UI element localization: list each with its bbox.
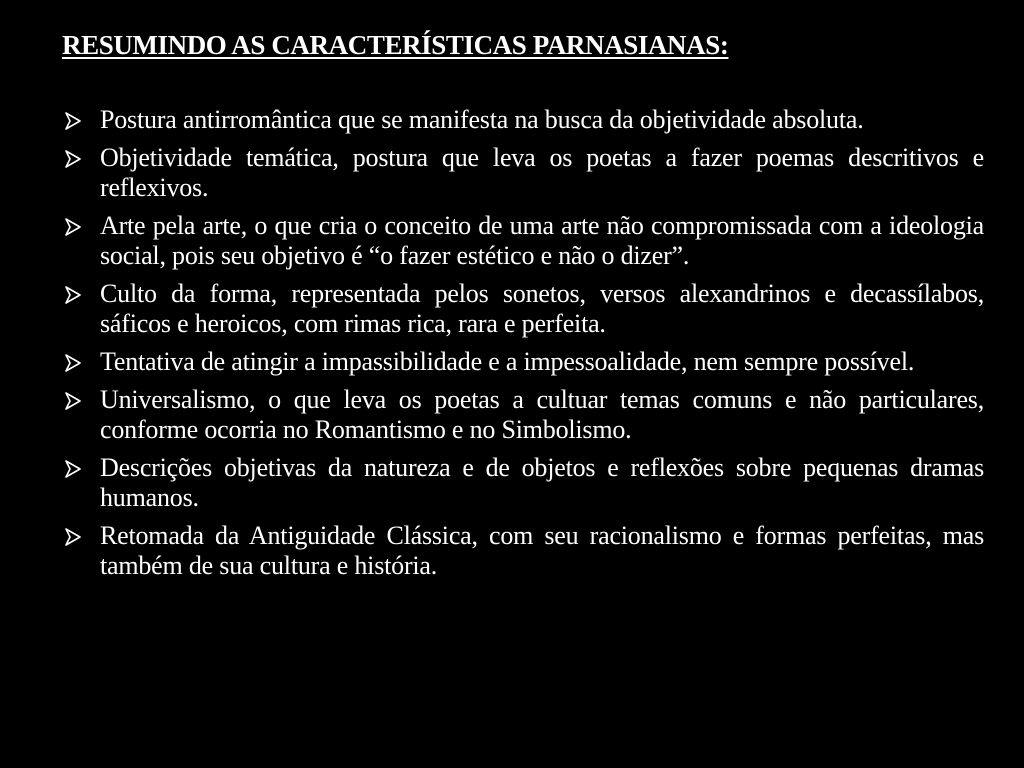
arrow-bullet-icon xyxy=(64,150,82,168)
list-item-text: Objetividade temática, postura que leva os poetas a fazer poemas descritivos e reflexivos. xyxy=(100,143,984,202)
list-item-text: Tentativa de atingir a impassibilidade e a impessoalidade, nem sempre possível. xyxy=(100,347,915,376)
list-item-text: Descrições objetivas da natureza e de objetos e reflexões sobre pequenas dramas humanos. xyxy=(100,453,984,512)
list-item xyxy=(62,143,984,203)
list-item xyxy=(62,211,984,271)
list-item xyxy=(62,521,984,581)
arrow-bullet-icon xyxy=(64,392,82,410)
arrow-bullet-icon xyxy=(64,354,82,372)
list-item xyxy=(62,279,984,339)
list-item-text: Universalismo, o que leva os poetas a cultuar temas comuns e não particulares, conforme ocorria no Romantismo e no Simbolismo. xyxy=(100,385,984,444)
list-item-text: Retomada da Antiguidade Clássica, com seu racionalismo e formas perfeitas, mas também de sua cultura e história. xyxy=(100,521,984,580)
arrow-bullet-icon xyxy=(64,112,82,130)
arrow-bullet-icon xyxy=(64,528,82,546)
bullet-list xyxy=(62,105,984,589)
arrow-bullet-icon xyxy=(64,218,82,236)
arrow-bullet-icon xyxy=(64,460,82,478)
arrow-bullet-icon xyxy=(64,286,82,304)
list-item xyxy=(62,453,984,513)
slide-title: RESUMINDO AS CARACTERÍSTICAS PARNASIANAS: xyxy=(62,30,729,60)
list-item xyxy=(62,385,984,445)
list-item-text: Culto da forma, representada pelos sonetos, versos alexandrinos e decassílabos, sáficos e heroicos, com rimas rica, rara e perfeita. xyxy=(100,279,984,338)
list-item-text: Postura antirromântica que se manifesta na busca da objetividade absoluta. xyxy=(100,105,864,134)
list-item xyxy=(62,347,984,377)
list-item xyxy=(62,105,984,135)
list-item-text: Arte pela arte, o que cria o conceito de uma arte não compromissada com a ideologia social, pois seu objetivo é “o fazer estético e não o dizer”. xyxy=(100,211,984,270)
